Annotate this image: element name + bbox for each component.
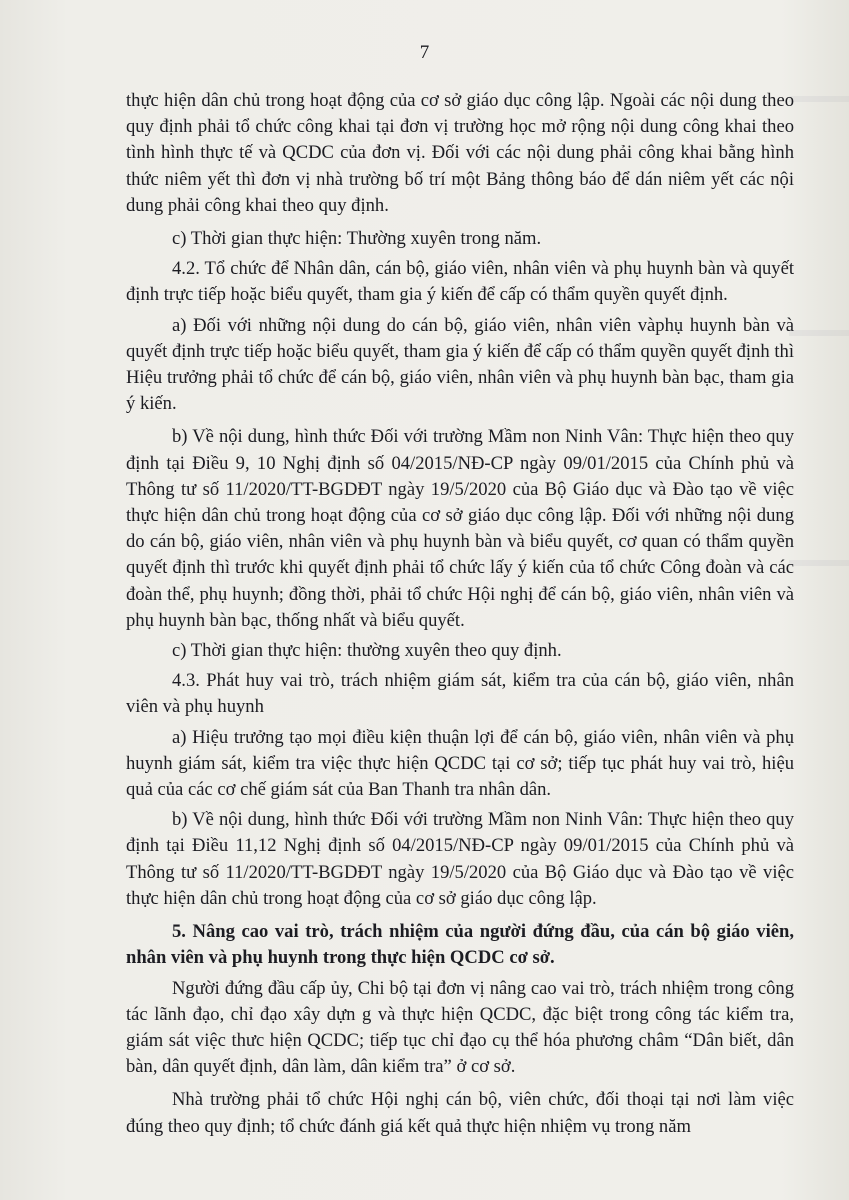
bleed-through-mark (789, 560, 849, 566)
bleed-through-mark (789, 330, 849, 336)
section-heading-5: 5. Nâng cao vai trò, trách nhiệm của người đứng đầu, của cán bộ giáo viên, nhân viên và phụ huynh trong thực hiện QCDC cơ sở. (126, 921, 794, 969)
section-heading-4-2: 4.2. Tổ chức để Nhân dân, cán bộ, giáo viên, nhân viên và phụ huynh bàn và quyết định trực tiếp hoặc biểu quyết, tham gia ý kiến để cấp có thẩm quyền quyết định. (126, 258, 794, 306)
document-body (126, 88, 794, 1140)
paragraph-item-a: a) Hiệu trưởng tạo mọi điều kiện thuận lợi để cán bộ, giáo viên, nhân viên và phụ huynh giám sát, kiểm tra việc thực hiện QCDC tại cơ sở; tiếp tục phát huy vai trò, hiệu quả của các cơ chế giám sát của Ban Thanh tra nhân dân. (126, 726, 794, 801)
paragraph-item-b: b) Về nội dung, hình thức Đối với trường Mầm non Ninh Vân: Thực hiện theo quy định tại Điều 11,12 Nghị định số 04/2015/NĐ-CP ngày 09/01/2015 của Chính phủ và Thông tư số 11/2020/TT-BGDĐT ngày 19/5/2020 của Bộ Giáo dục và Đào tạo về việc thực hiện dân chủ trong hoạt động của cơ sở giáo dục công lập. (126, 809, 794, 909)
section-heading-4-3: 4.3. Phát huy vai trò, trách nhiệm giám sát, kiểm tra của cán bộ, giáo viên, nhân viên và phụ huynh (126, 670, 794, 718)
paragraph-item-b: b) Về nội dung, hình thức Đối với trường Mầm non Ninh Vân: Thực hiện theo quy định tại Điều 9, 10 Nghị định số 04/2015/NĐ-CP ngày 09/01/2015 của Chính phủ và Thông tư số 11/2020/TT-BGDĐT ngày 19/5/2020 của Bộ Giáo dục và Đào tạo về việc thực hiện dân chủ trong hoạt động của cơ sở giáo dục công lập. Đối với những nội dung do cán bộ, giáo viên, nhân viên và phụ huynh bàn và biểu quyết, cơ quan có thẩm quyền quyết định thì trước khi quyết định phải tổ chức lấy ý kiến của tổ chức Công đoàn và các đoàn thể, phụ huynh; đồng thời, phải tổ chức Hội nghị để cán bộ, giáo viên, nhân viên và phụ huynh bàn bạc, thống nhất và biểu quyết. (126, 426, 794, 631)
paragraph-time-frame: c) Thời gian thực hiện: Thường xuyên trong năm. (172, 228, 542, 250)
bleed-through-mark (789, 96, 849, 102)
paragraph-leadership: Người đứng đầu cấp ủy, Chi bộ tại đơn vị nâng cao vai trò, trách nhiệm trong công tác lãnh đạo, chỉ đạo xây dựn g và thực hiện QCDC, đặc biệt trong công tác kiểm tra, giám sát việc thưc hiện QCDC; tiếp tục chỉ đạo cụ thể hóa phương châm “Dân biết, dân bàn, dân quyết định, dân làm, dân kiểm tra” ở cơ sở. (126, 977, 794, 1078)
page-number: 7 (419, 42, 430, 63)
paragraph-conference: Nhà trường phải tổ chức Hội nghị cán bộ, viên chức, đối thoại tại nơi làm việc đúng theo quy định; tổ chức đánh giá kết quả thực hiện nhiệm vụ trong năm (126, 1089, 794, 1137)
paragraph-item-c: c) Thời gian thực hiện: thường xuyên theo quy định. (172, 640, 562, 662)
paragraph-public-disclosure: thực hiện dân chủ trong hoạt động của cơ sở giáo dục công lập. Ngoài các nội dung theo quy định phải tổ chức công khai tại đơn vị trường học mở rộng nội dung công khai theo tình hình thực tế và QCDC của đơn vị. Đối với các nội dung phải công khai bằng hình thức niêm yết thì đơn vị nhà trường bố trí một Bảng thông báo để dán niêm yết các nội dung phải công khai theo quy định. (126, 90, 794, 216)
paragraph-item-a: a) Đối với những nội dung do cán bộ, giáo viên, nhân viên vàphụ huynh bàn và quyết định trực tiếp hoặc biểu quyết, tham gia ý kiến để cấp có thẩm quyền quyết định thì Hiệu trưởng phải tổ chức để cán bộ, giáo viên, nhân viên và phụ huynh bàn bạc, tham gia ý kiến. (126, 314, 794, 415)
